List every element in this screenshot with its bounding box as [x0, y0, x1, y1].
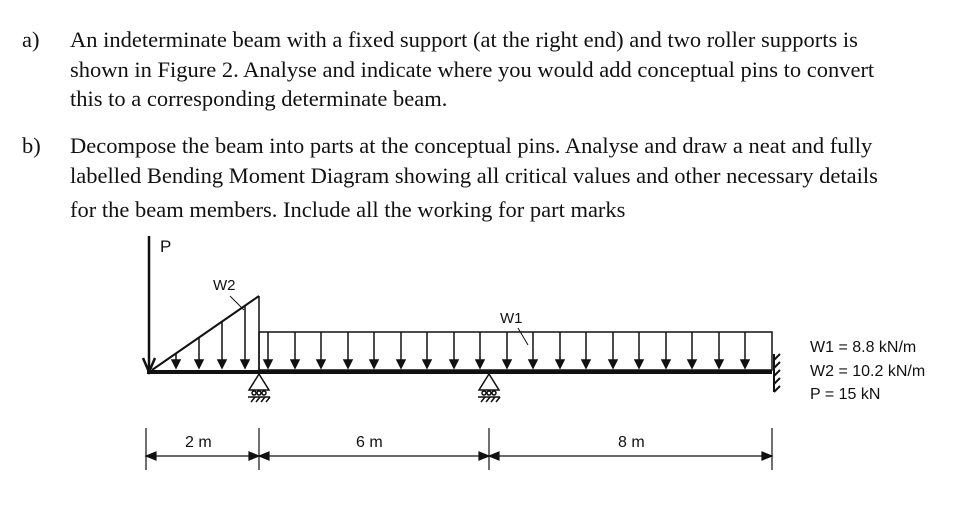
- w1-leader: [518, 328, 528, 345]
- load-arrowhead: [317, 360, 325, 368]
- fixed-support: [774, 354, 780, 392]
- question-a-label: a): [22, 27, 40, 52]
- question-b-line: labelled Bending Moment Diagram showing all critical values and other necessary details: [70, 162, 878, 188]
- question-a-line: shown in Figure 2. Analyse and indicate where you would add conceptual pins to convert: [70, 56, 875, 82]
- w2-label: W2: [213, 277, 236, 294]
- load-arrowhead: [370, 360, 378, 368]
- load-arrowhead: [195, 360, 203, 368]
- question-a-line: An indeterminate beam with a fixed support (at the right end) and two roller supports is: [70, 27, 858, 52]
- load-arrowhead: [397, 360, 405, 368]
- load-arrowhead: [218, 360, 226, 368]
- load-arrowhead: [344, 360, 352, 368]
- span-2-label: 6 m: [356, 434, 383, 451]
- load-arrowhead: [556, 360, 564, 368]
- roller-support-2: [478, 374, 500, 402]
- p-value: P = 15 kN: [810, 386, 881, 403]
- span-1-label: 2 m: [185, 434, 212, 451]
- question-a-line: this to a corresponding determinate beam.: [70, 86, 448, 111]
- load-arrowhead: [662, 360, 670, 368]
- load-arrowhead: [688, 360, 696, 368]
- load-arrowhead: [172, 360, 180, 368]
- load-arrowhead: [450, 360, 458, 368]
- w2-leader: [230, 296, 244, 310]
- load-arrowhead: [609, 360, 617, 368]
- load-arrowhead: [264, 360, 272, 368]
- load-arrowhead: [635, 360, 643, 368]
- dimension-lines: [146, 428, 772, 470]
- load-arrowhead: [529, 360, 537, 368]
- load-arrowhead: [241, 360, 249, 368]
- load-arrowhead: [476, 360, 484, 368]
- load-arrowhead: [503, 360, 511, 368]
- load-values: [810, 336, 925, 407]
- load-arrowhead: [582, 360, 590, 368]
- load-arrowhead: [715, 360, 723, 368]
- w1-label: W1: [500, 310, 523, 327]
- load-arrowhead: [291, 360, 299, 368]
- point-load-label: P: [160, 237, 172, 256]
- span-3-label: 8 m: [618, 434, 645, 451]
- w1-value: W1 = 8.8 kN/m: [810, 339, 917, 356]
- question-b-label: b): [22, 133, 41, 158]
- load-arrowhead: [741, 360, 749, 368]
- w2-value: W2 = 10.2 kN/m: [810, 362, 926, 380]
- w2-load-slope: [152, 296, 259, 370]
- roller-support-1: [248, 374, 270, 402]
- question-b-line: for the beam members. Include all the working for part marks: [70, 197, 626, 222]
- w1-load-block: [259, 332, 772, 370]
- question-b-line: Decompose the beam into parts at the conceptual pins. Analyse and draw a neat and fully: [70, 133, 873, 158]
- load-arrowhead: [423, 360, 431, 368]
